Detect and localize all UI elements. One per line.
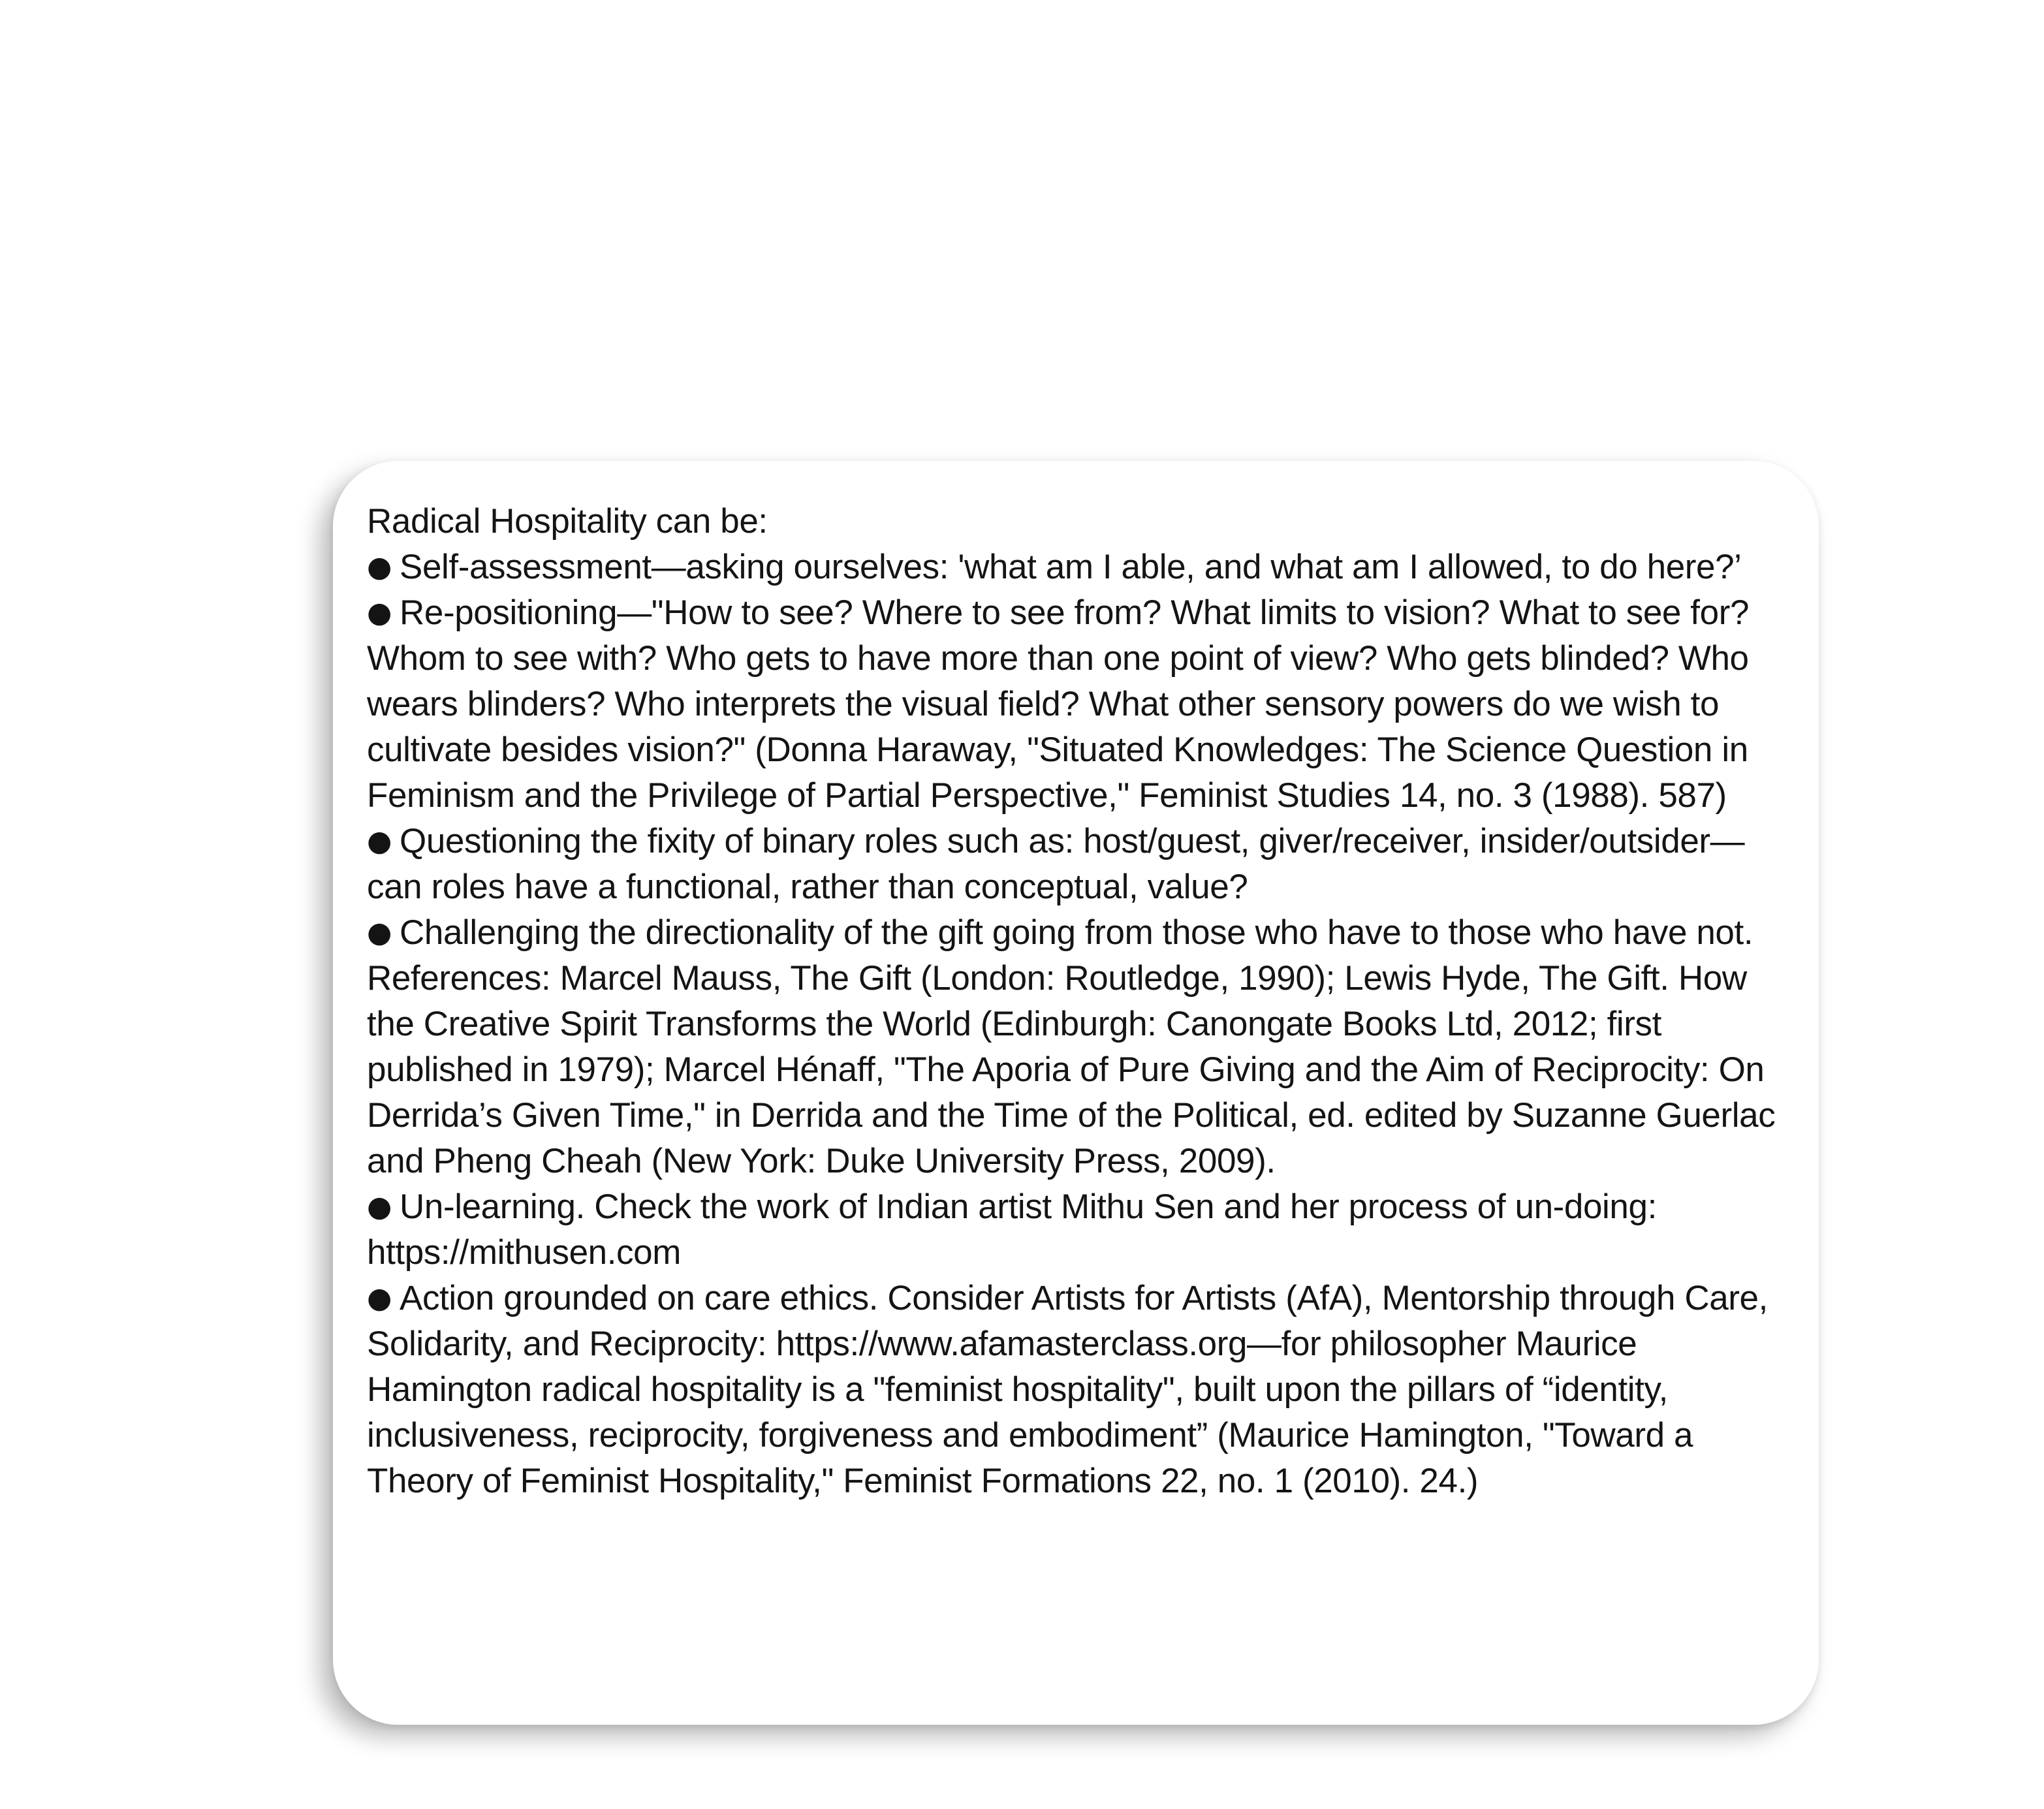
bullet-icon: ● bbox=[367, 550, 392, 584]
list-item-action bbox=[367, 1276, 1793, 1504]
list-item-challenging bbox=[367, 910, 1793, 1184]
bullet-icon: ● bbox=[367, 916, 392, 949]
list-item-re-positioning bbox=[367, 590, 1793, 819]
bullet-icon: ● bbox=[367, 1190, 392, 1223]
intro-heading: Radical Hospitality can be: bbox=[367, 502, 768, 541]
list-item-text: Action grounded on care ethics. Consider Artists for Artists (AfA), Mentorship through Care, Solidarity, and Reciprocity: https://www.afamasterclass.org—for philosopher Maurice Hamington radical hospitality is a "feminist hospitality", built upon the pillars of “identity, inclusiveness, reciprocity, forgiveness and embodiment” (Maurice Hamington, "Toward a Theory of Feminist Hospitality," Feminist Formations 22, no. 1 (2010). 24.) bbox=[367, 1279, 1768, 1500]
list-item-text: Questioning the fixity of binary roles such as: host/guest, giver/receiver, insider/outsider—can roles have a functional, rather than conceptual, value? bbox=[367, 822, 1745, 906]
content-card bbox=[333, 461, 1819, 1725]
list-item-text: Un-learning. Check the work of Indian artist Mithu Sen and her process of un-doing: https://mithusen.com bbox=[367, 1188, 1657, 1272]
bullet-icon: ● bbox=[367, 1282, 392, 1315]
list-item-text: Self-assessment—asking ourselves: 'what am I able, and what am I allowed, to do here?’ bbox=[400, 548, 1742, 586]
text-block bbox=[367, 499, 1793, 1504]
list-item-text: Re-positioning—"How to see? Where to see from? What limits to vision? What to see for? Whom to see with? Who gets to have more than one point of view? Who gets blinded? Who wears blinders? Who interprets the visual field? What other sensory powers do we wish to cultivate besides vision?" (Donna Haraway, "Situated Knowledges: The Science Question in Feminism and the Privilege of Partial Perspective," Feminist Studies 14, no. 3 (1988). 587) bbox=[367, 593, 1750, 815]
list-item-un-learning bbox=[367, 1184, 1793, 1276]
bullet-icon: ● bbox=[367, 825, 392, 858]
list-item-self-assessment bbox=[367, 544, 1793, 590]
list-item-text: Challenging the directionality of the gift going from those who have to those who have not. References: Marcel Mauss, The Gift (London: Routledge, 1990); Lewis Hyde, The Gift. How the Creative Spirit Transforms the World (Edinburgh: Canongate Books Ltd, 2012; first published in 1979); Marcel Hénaff, "The Aporia of Pure Giving and the Aim of Reciprocity: On Derrida’s Given Time," in Derrida and the Time of the Political, ed. edited by Suzanne Guerlac and Pheng Cheah (New York: Duke University Press, 2009). bbox=[367, 913, 1776, 1180]
list-item-questioning bbox=[367, 819, 1793, 910]
bullet-icon: ● bbox=[367, 596, 392, 629]
